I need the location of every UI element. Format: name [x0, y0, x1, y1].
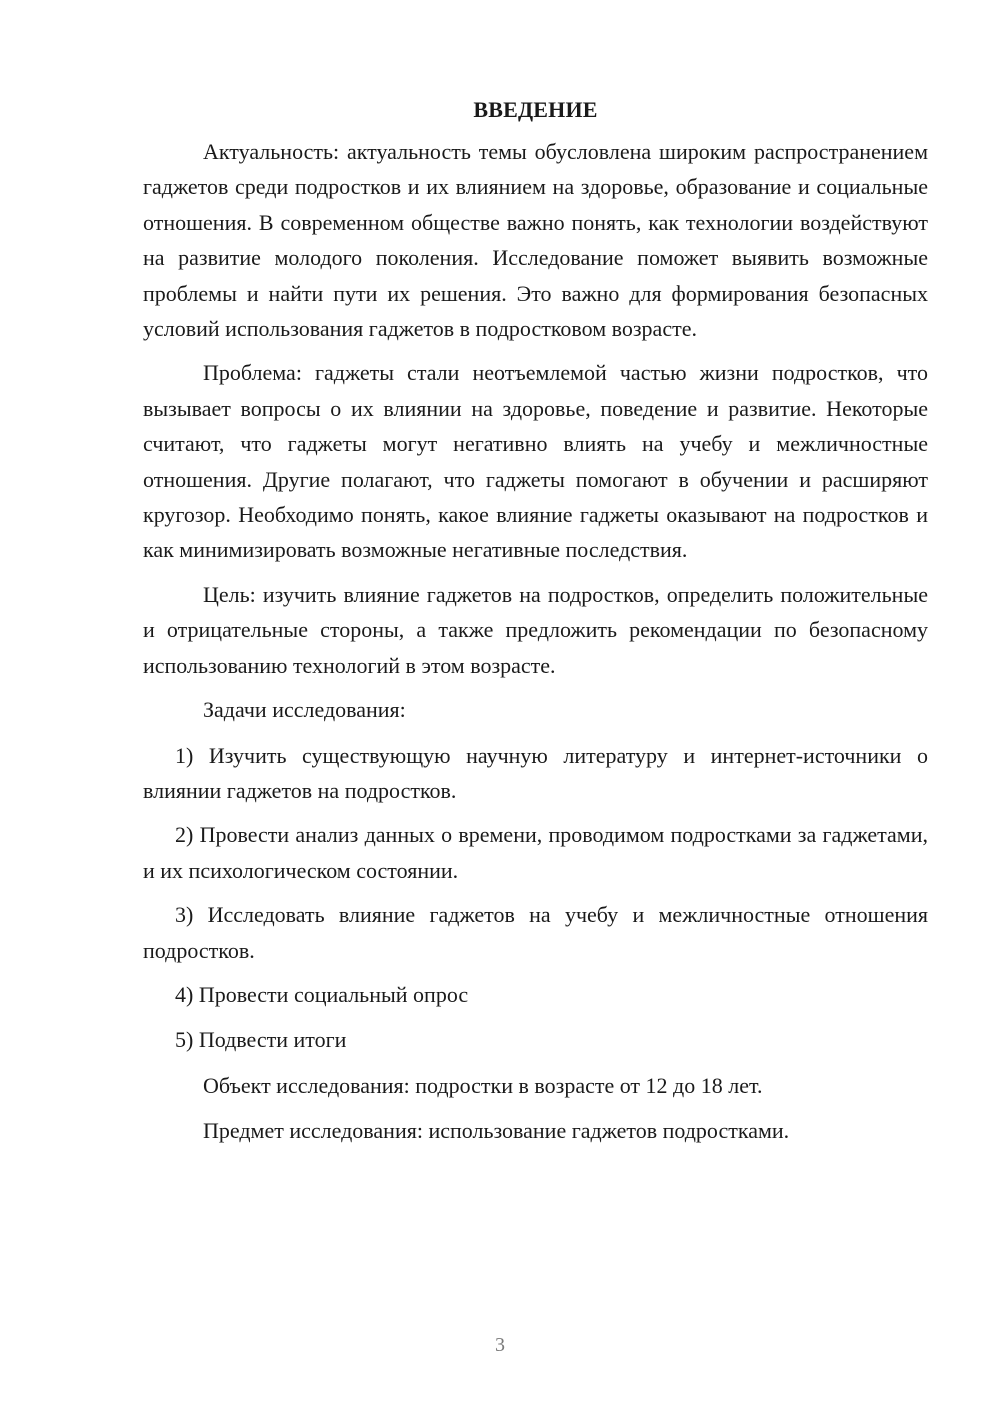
problem-paragraph: Проблема: гаджеты стали неотъемлемой частью жизни подростков, что вызывает вопросы о их влиянии на здоровье, поведение и развитие. Некоторые считают, что гаджеты могут негативно влиять на учебу и межличностные отношения. Другие полагают, что гаджеты помогают в обучении и расширяют кругозор. Необходимо понять, какое влияние гаджеты оказывают на подростков и как минимизировать возможные негативные последствия.	[143, 360, 928, 563]
task-item-4: 4) Провести социальный опрос	[175, 981, 469, 1007]
research-object: Объект исследования: подростки в возрасте от 12 до 18 лет.	[203, 1072, 763, 1098]
task-item-1: 1) Изучить существующую научную литературу и интернет-источники о влиянии гаджетов на подростков.	[143, 742, 928, 803]
document-heading: ВВЕДЕНИЕ	[473, 97, 598, 122]
page-number: 3	[495, 1334, 505, 1356]
research-subject: Предмет исследования: использование гаджетов подростками.	[203, 1118, 790, 1144]
goal-paragraph: Цель: изучить влияние гаджетов на подростков, определить положительные и отрицательные стороны, а также предложить рекомендации по безопасному использованию технологий в этом возрасте.	[143, 581, 928, 678]
document-page	[143, 88, 928, 1159]
tasks-title: Задачи исследования:	[203, 697, 406, 723]
relevance-paragraph: Актуальность: актуальность темы обусловлена широким распространением гаджетов среди подростков и их влиянием на здоровье, образование и социальные отношения. В современном обществе важно понять, как технологии воздействуют на развитие молодого поколения. Исследование поможет выявить возможные проблемы и найти пути их решения. Это важно для формирования безопасных условий использования гаджетов в подростковом возрасте.	[143, 139, 928, 342]
task-item-5: 5) Подвести итоги	[175, 1027, 347, 1053]
task-item-2: 2) Провести анализ данных о времени, проводимом подростками за гаджетами, и их психологическом состоянии.	[143, 822, 928, 883]
task-item-3: 3) Исследовать влияние гаджетов на учебу и межличностные отношения подростков.	[143, 902, 928, 963]
